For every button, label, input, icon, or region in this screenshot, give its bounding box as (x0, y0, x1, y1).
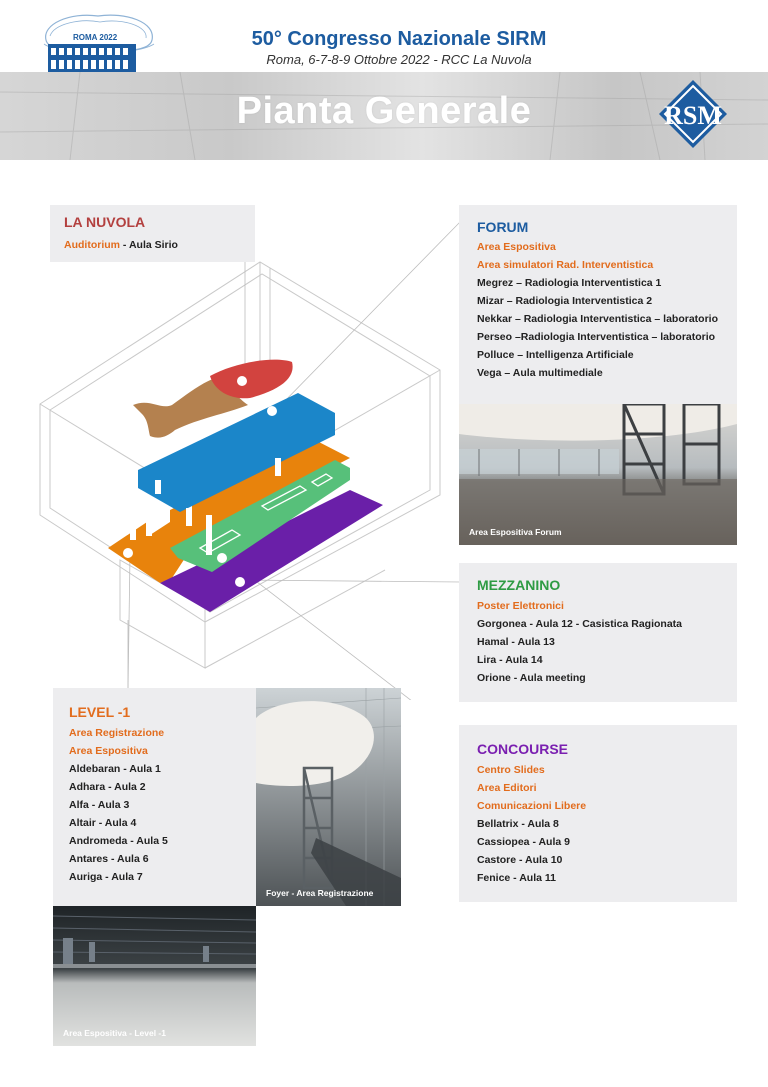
concourse-room: Bellatrix - Aula 8 (477, 818, 559, 830)
level-minus1-room: Alfa - Aula 3 (69, 799, 130, 811)
forum-room: Polluce – Intelligenza Artificiale (477, 349, 634, 361)
level-minus1-info-box (53, 688, 256, 906)
level-minus1-room: Adhara - Aula 2 (69, 781, 146, 793)
concourse-highlight: Comunicazioni Libere (477, 800, 587, 812)
forum-highlight: Area Espositiva (477, 241, 556, 253)
rsm-society-logo (657, 78, 729, 150)
level-minus1-photo-caption: Area Espositiva - Level -1 (63, 1028, 166, 1038)
forum-photo-caption: Area Espositiva Forum (469, 527, 562, 537)
level-minus1-room: Auriga - Aula 7 (69, 871, 143, 883)
concourse-highlight: Centro Slides (477, 764, 545, 776)
concourse-room: Castore - Aula 10 (477, 854, 563, 866)
concourse-room: Cassiopea - Aula 9 (477, 836, 570, 848)
level-minus1-room: Antares - Aula 6 (69, 853, 149, 865)
mezzanino-room: Lira - Aula 14 (477, 654, 543, 666)
mezzanino-room: Gorgonea - Aula 12 - Casistica Ragionata (477, 618, 682, 630)
foyer-photo-caption: Foyer - Area Registrazione (266, 888, 374, 898)
level-minus1-highlight: Area Registrazione (69, 727, 165, 739)
forum-room: Mizar – Radiologia Interventistica 2 (477, 295, 653, 307)
mezzanino-room: Hamal - Aula 13 (477, 636, 555, 648)
logo-roma-label: ROMA 2022 (70, 33, 120, 42)
mezzanino-highlight: Poster Elettronici (477, 600, 564, 612)
level-minus1-title: LEVEL -1 (69, 704, 131, 720)
level-minus1-room: Andromeda - Aula 5 (69, 835, 168, 847)
forum-title: FORUM (477, 219, 529, 235)
concourse-highlight: Area Editori (477, 782, 537, 794)
forum-room: Perseo –Radiologia Interventistica – laboratorio (477, 331, 716, 343)
nuvola-line (64, 236, 241, 254)
concourse-room: Fenice - Aula 11 (477, 872, 556, 884)
concourse-title: CONCOURSE (477, 741, 569, 757)
rsm-logo-letters: RSM (664, 101, 722, 130)
aula-sirio-label: - Aula Sirio (120, 239, 178, 251)
level-minus1-highlight: Area Espositiva (69, 745, 148, 757)
forum-info-box (459, 205, 737, 404)
foyer-photo (256, 688, 401, 906)
level-minus1-room: Aldebaran - Aula 1 (69, 763, 161, 775)
forum-photo (459, 404, 737, 545)
congress-title: 50° Congresso Nazionale SIRM (251, 28, 547, 50)
page-title: Pianta Generale (236, 90, 532, 132)
forum-room: Megrez – Radiologia Interventistica 1 (477, 277, 662, 289)
concourse-info-box (459, 725, 737, 902)
nuvola-info-box (50, 205, 255, 262)
foyer-photo-image (256, 688, 401, 906)
level-minus1-room: Altair - Aula 4 (69, 817, 137, 829)
forum-room: Nekkar – Radiologia Interventistica – laboratorio (477, 313, 718, 325)
forum-room: Vega – Aula multimediale (477, 367, 603, 379)
forum-highlight: Area simulatori Rad. Interventistica (477, 259, 654, 271)
mezzanino-info-box (459, 563, 737, 702)
nuvola-title: LA NUVOLA (64, 214, 146, 230)
level-minus1-photo-image (53, 906, 256, 1046)
auditorium-label: Auditorium (64, 239, 120, 251)
level-minus1-photo (53, 906, 256, 1046)
mezzanino-room: Orione - Aula meeting (477, 672, 586, 684)
congress-subtitle: Roma, 6-7-8-9 Ottobre 2022 - RCC La Nuvola (266, 52, 532, 67)
forum-photo-image (459, 404, 737, 545)
mezzanino-title: MEZZANINO (477, 577, 561, 593)
